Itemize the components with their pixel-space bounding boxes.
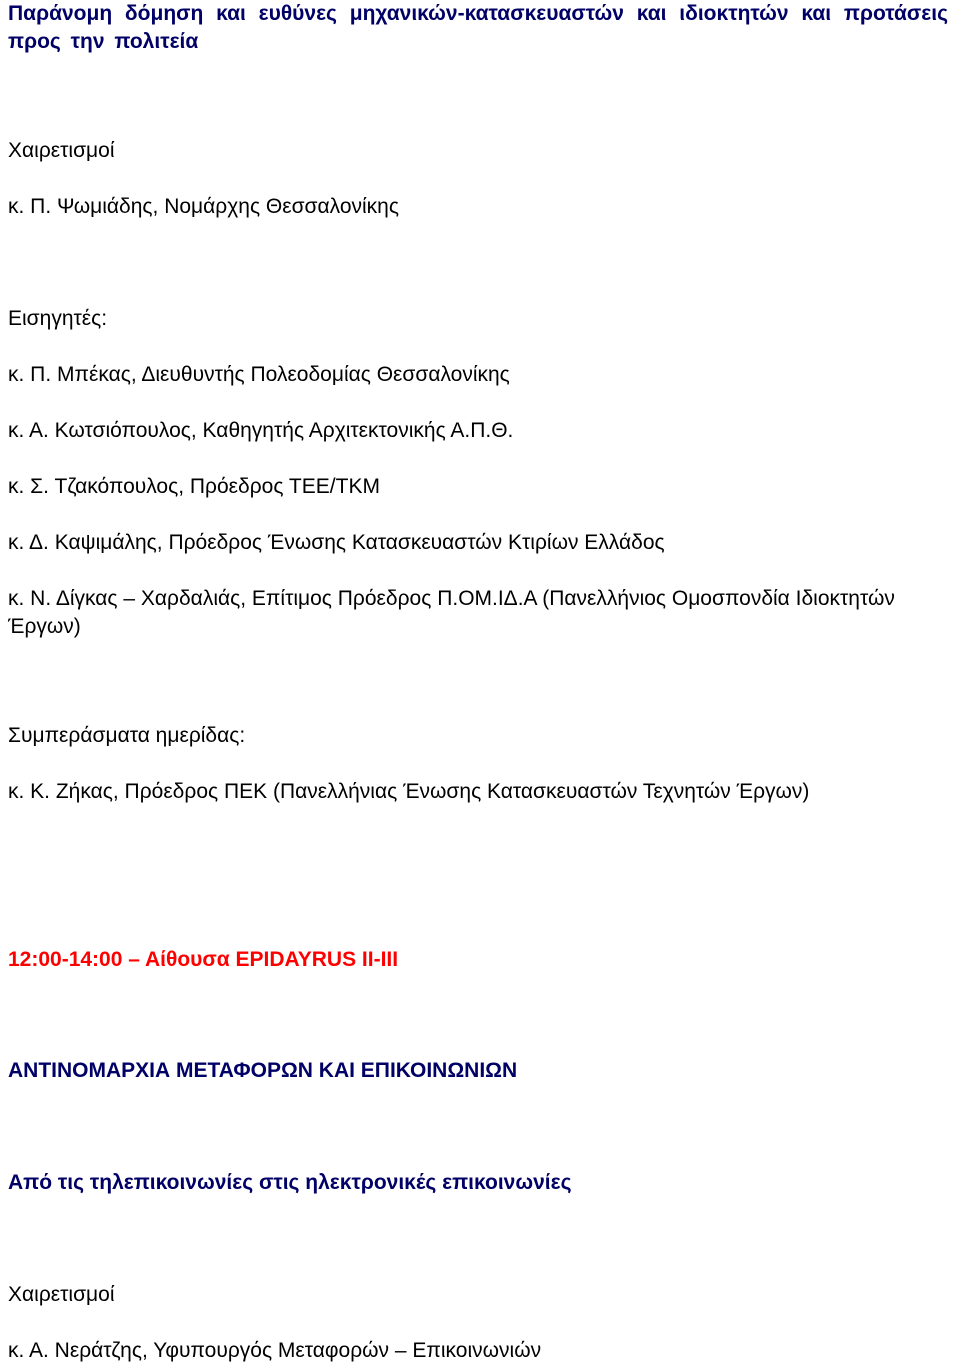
speaker-item: κ. Δ. Καψιμάλης, Πρόεδρος Ένωσης Κατασκευαστών Κτιρίων Ελλάδος: [8, 531, 665, 554]
section-title: ΑΝΤΙΝΟΜΑΡΧΙΑ ΜΕΤΑΦΟΡΩΝ ΚΑΙ ΕΠΙΚΟΙΝΩΝΙΩΝ: [8, 1059, 518, 1082]
speaker-item: κ. Ν. Δίγκας – Χαρδαλιάς, Επίτιμος Πρόεδρος Π.ΟΜ.ΙΔ.Α (Πανελλήνιος Ομοσπονδία Ιδιοκτητών Έργων): [8, 587, 895, 638]
conclusions-label: Συμπεράσματα ημερίδας:: [8, 724, 246, 747]
speaker-item: κ. Π. Μπέκας, Διευθυντής Πολεοδομίας Θεσσαλονίκης: [8, 363, 510, 386]
speaker-item: κ. Α. Κωτσιόπουλος, Καθηγητής Αρχιτεκτονικής Α.Π.Θ.: [8, 419, 514, 442]
speakers-label: Εισηγητές:: [8, 307, 108, 330]
speaker-item: κ. Σ. Τζακόπουλος, Πρόεδρος ΤΕΕ/ΤΚΜ: [8, 475, 380, 498]
greeting-speaker-2: κ. Α. Νεράτζης, Υφυπουργός Μεταφορών – Επικοινωνιών: [8, 1339, 542, 1362]
topic-title: Από τις τηλεπικοινωνίες στις ηλεκτρονικές επικοινωνίες: [8, 1171, 572, 1194]
greetings-label: Χαιρετισμοί: [8, 139, 115, 162]
conclusions-speaker: κ. Κ. Ζήκας, Πρόεδρος ΠΕΚ (Πανελλήνιας Ένωσης Κατασκευαστών Τεχνητών Έργων): [8, 780, 810, 803]
greeting-speaker: κ. Π. Ψωμιάδης, Νομάρχης Θεσσαλονίκης: [8, 195, 399, 218]
session-time-room: 12:00-14:00 – Αίθουσα EPIDAYRUS II-III: [8, 948, 399, 971]
greetings-label-2: Χαιρετισμοί: [8, 1283, 115, 1306]
session-title: Παράνομη δόμηση και ευθύνες μηχανικών-κατασκευαστών και ιδιοκτητών και προτάσεις προς την πολιτεία: [8, 2, 948, 53]
